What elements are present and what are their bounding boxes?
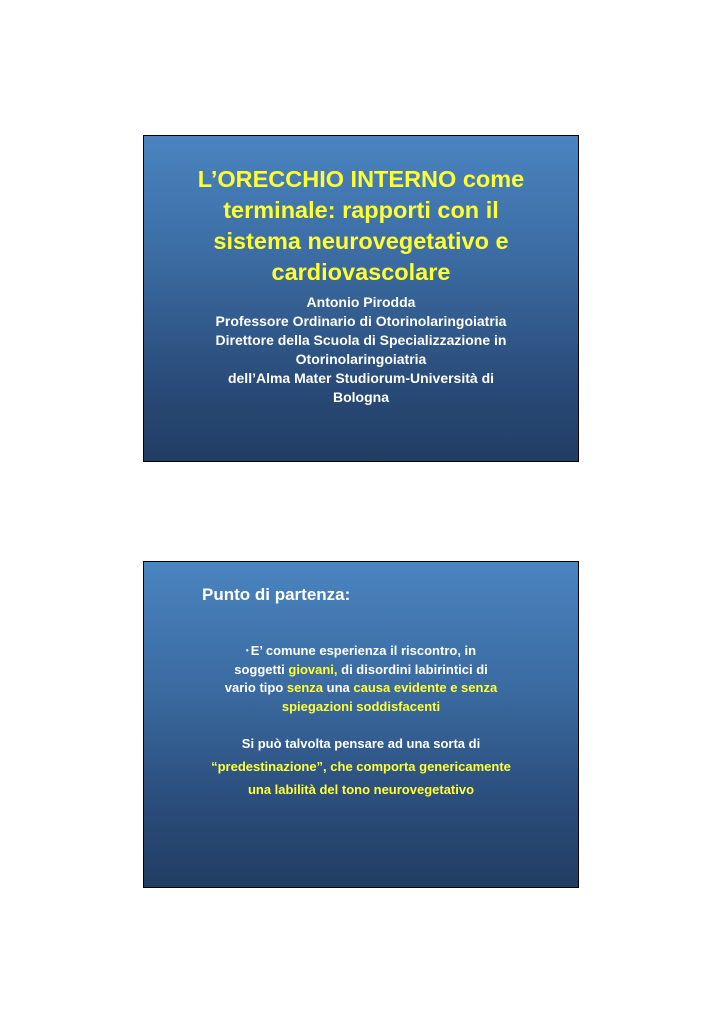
bullet-icon: •	[245, 646, 249, 655]
slide-2-heading: Punto di partenza:	[202, 585, 351, 604]
slide-1	[143, 135, 579, 462]
bullet-text: di disordini labirintici di	[337, 661, 488, 677]
note-highlight: “predestinazione”, che comporta genericamente	[211, 759, 511, 774]
bullet-text: vario tipo	[224, 680, 287, 695]
bullet-point	[144, 642, 578, 716]
author-line: Direttore della Scuola di Specializzazione in	[215, 332, 507, 348]
bullet-line	[144, 679, 578, 698]
bullet-line	[144, 642, 578, 661]
title-line: L’ORECCHIO INTERNO come	[197, 166, 525, 192]
slide-2-note	[144, 732, 578, 801]
author-line: Professore Ordinario di Otorinolaringoiatria	[215, 313, 507, 329]
author-name: Antonio Pirodda	[306, 294, 416, 310]
highlight-text: senza	[286, 680, 324, 695]
slide-1-title	[144, 164, 578, 288]
note-highlight: una labilità del tono neurovegetativo	[247, 782, 475, 797]
bullet-text: soggetti	[234, 661, 289, 677]
highlight-text: causa evidente e senza	[353, 680, 498, 695]
title-line: sistema neurovegetativo e	[213, 228, 509, 254]
bullet-text: una	[323, 680, 354, 695]
bullet-text: E’ comune esperienza il riscontro, in	[250, 643, 477, 658]
bullet-line	[144, 661, 578, 680]
title-line: terminale: rapporti con il	[223, 197, 499, 223]
author-line: dell’Alma Mater Studiorum-Università di	[227, 370, 495, 386]
highlight-text: spiegazioni soddisfacenti	[281, 698, 441, 714]
title-line: cardiovascolare	[271, 259, 451, 285]
author-line: Otorinolaringoiatria	[295, 351, 427, 367]
note-line: Si può talvolta pensare ad una sorta di	[241, 736, 481, 751]
slide-1-author-block	[144, 293, 578, 407]
slide-2	[143, 561, 579, 888]
highlight-text: giovani,	[288, 661, 338, 677]
author-line: Bologna	[333, 389, 389, 405]
